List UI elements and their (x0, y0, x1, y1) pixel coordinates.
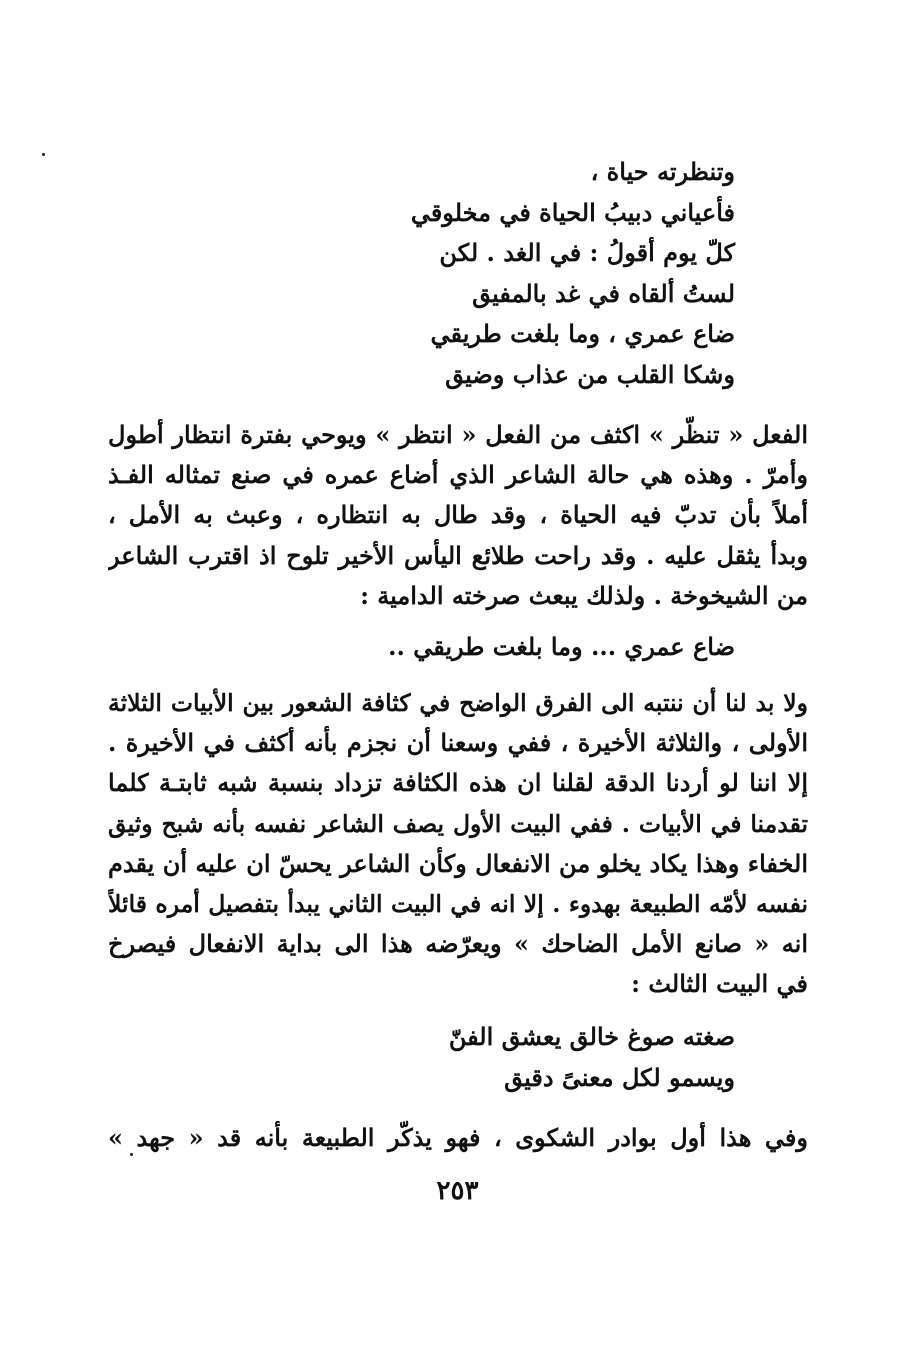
paragraph-line: في البيت الثالث : (631, 969, 808, 999)
paragraph-line: وبدأ يثقل عليه . وقد راحت طلائع اليأس الأخير تلوح اذ اقترب الشاعر (108, 540, 808, 570)
paragraph-line: نفسه لأمّه الطبيعة بهدوء . إلا انه في البيت الثاني يبدأ بتفصيل أمره قائلاً (108, 890, 808, 919)
quoted-verse (388, 627, 735, 668)
poem-line: وتنظرته حياة ، (590, 157, 735, 186)
paragraph-line: الفعل « تنظّر » اكثف من الفعل « انتظر » ويوحي بفترة انتظار أطول (108, 420, 808, 449)
poem-line: وشكا القلب من عذاب وضيق (445, 359, 735, 389)
poem-line: ضاع عمري ... وما بلغت طريقي .. (388, 632, 735, 661)
paragraph-line: أملاً بأن تدبّ فيه الحياة ، وقد طال به انتظاره ، وعبث به الأمل ، (108, 500, 808, 530)
paragraph-line: الأولى ، والثلاثة الأخيرة ، ففي وسعنا أن نجزم بأنه أكثف في الأخيرة . (108, 728, 808, 758)
poem-line: فأعياني دبيبُ الحياة في مخلوقي (410, 197, 735, 227)
page-number: ٢٥٣ (436, 1176, 479, 1206)
paragraph-3 (108, 1118, 808, 1158)
paragraph-line: وفي هذا أول بوادر الشكوى ، فهو يذكّر الطبيعة بأنه قد « جهد » (108, 1123, 808, 1152)
poem-line: ويسمو لكل معنىً دقيق (504, 1062, 735, 1092)
poem-line: لستُ ألقاه في غد بالمفيق (472, 278, 735, 308)
poem-line: كلّ يوم أقولُ : في الغد . لكن (439, 238, 735, 267)
scan-speck (42, 153, 45, 156)
paragraph-line: تقدمنا في الأبيات . ففي البيت الأول يصف الشاعر نفسه بأنه شبح وثيق (108, 809, 808, 838)
paragraph-line: ولا بد لنا أن ننتبه الى الفرق الواضح في كثافة الشعور بين الأبيات الثلاثة (108, 689, 808, 717)
paragraph-1 (108, 415, 808, 616)
paragraph-line: من الشيخوخة . ولذلك يبعث صرخته الدامية : (360, 580, 808, 610)
poem-stanza-2 (449, 1017, 735, 1098)
paragraph-line: الخفاء وهذا يكاد يخلو من الانفعال وكأن الشاعر يحسّ ان عليه أن يقدم (108, 848, 808, 878)
poem-line: ضاع عمري ، وما بلغت طريقي (430, 319, 735, 348)
paragraph-line: انه « صانع الأمل الضاحك » ويعرّضه هذا الى بداية الانفعال فيصرخ (108, 929, 808, 959)
paragraph-line: وأمرّ . وهذه هي حالة الشاعر الذي أضاع عمره في صنع تمثاله الفـذ (108, 460, 808, 490)
paragraph-line: إلا اننا لو أردنا الدقة لقلنا ان هذه الكثافة تزداد بنسبة شبه ثابتـة كلما (108, 768, 808, 798)
paragraph-2 (108, 683, 808, 1005)
poem-stanza-1 (411, 152, 735, 395)
poem-line: صغته صوغ خالق يعشق الفنّ (448, 1022, 735, 1051)
